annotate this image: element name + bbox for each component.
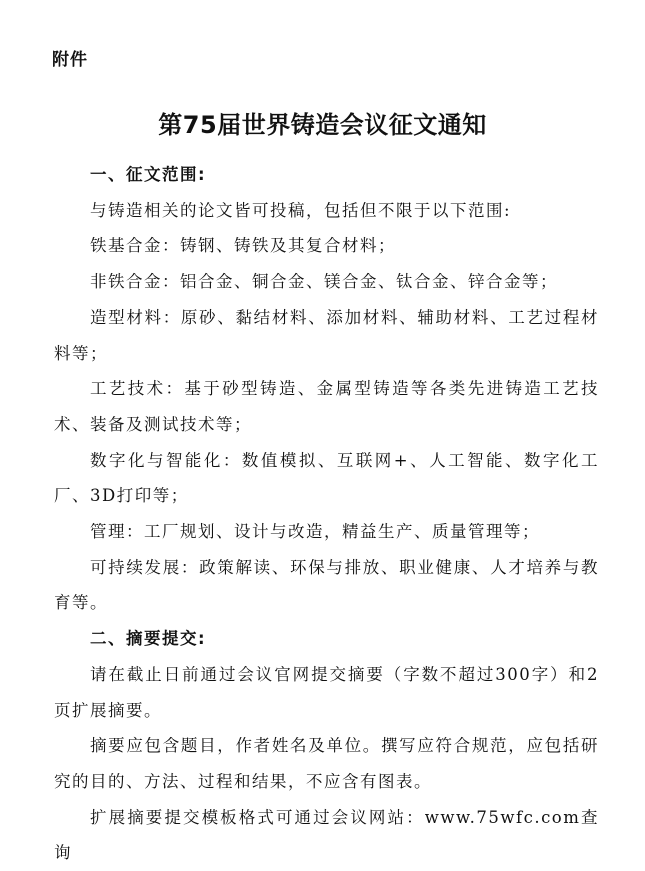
- digitalization-paragraph: 数字化与智能化：数值模拟、互联网+、人工智能、数字化工厂、3D打印等；: [54, 450, 599, 506]
- process-technology-paragraph: 工艺技术：基于砂型铸造、金属型铸造等各类先进铸造工艺技术、装备及测试技术等；: [54, 379, 599, 434]
- document-title: 第75届世界铸造会议征文通知: [158, 111, 487, 139]
- scope-intro-paragraph: 与铸造相关的论文皆可投稿，包括但不限于以下范围:: [90, 200, 512, 220]
- extended-abstract-template-paragraph: 扩展摘要提交模板格式可通过会议网站：www.75wfc.com查询: [54, 807, 599, 863]
- ferrous-alloys-paragraph: 铁基合金：铸钢、铸铁及其复合材料；: [90, 236, 396, 256]
- management-paragraph: 管理：工厂规划、设计与改造，精益生产、质量管理等；: [90, 522, 540, 542]
- nonferrous-alloys-paragraph: 非铁合金：铝合金、铜合金、镁合金、钛合金、锌合金等；: [90, 272, 558, 292]
- abstract-submission-paragraph: 请在截止日前通过会议官网提交摘要（字数不超过300字）和2页扩展摘要。: [54, 664, 599, 720]
- section-heading-scope: 一、征文范围:: [90, 165, 207, 184]
- sustainability-paragraph: 可持续发展：政策解读、环保与排放、职业健康、人才培养与教育等。: [54, 557, 599, 613]
- attachment-label: 附件: [52, 50, 88, 70]
- section-heading-abstract: 二、摘要提交:: [90, 629, 207, 649]
- molding-materials-paragraph: 造型材料：原砂、黏结材料、添加材料、辅助材料、工艺过程材料等；: [54, 307, 599, 363]
- document-body: [54, 157, 599, 871]
- abstract-content-paragraph: 摘要应包含题目，作者姓名及单位。撰写应符合规范，应包括研究的目的、方法、过程和结果，不应含有图表。: [54, 736, 599, 791]
